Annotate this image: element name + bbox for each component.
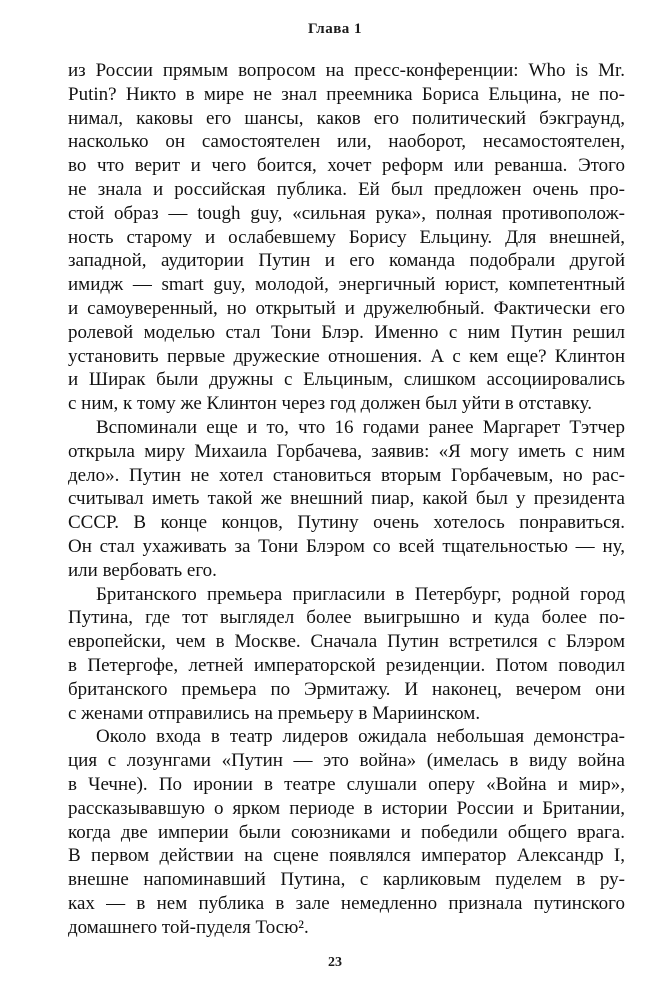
paragraph: [68, 725, 625, 939]
text-line: ках — в нем публика в зале немедленно признала путинского: [68, 892, 625, 914]
text-line: Putin? Никто в мире не знал преемника Бориса Ельцина, не по-: [68, 83, 625, 105]
text-line: Вспоминали еще и то, что 16 годами ранее Маргарет Тэтчер: [96, 416, 625, 438]
text-line: и самоуверенный, но открытый и дружелюбный. Фактически его: [68, 297, 625, 319]
text-line: установить первые дружеские отношения. А с кем еще? Клинтон: [68, 345, 625, 367]
text-line: и Ширак были дружны с Ельциным, слишком ассоциировались: [68, 369, 625, 391]
text-line: ция с лозунгами «Путин — это война» (имелась в виду война: [68, 750, 625, 772]
chapter-header: Глава 1: [307, 21, 363, 37]
page-number: 23: [328, 955, 342, 970]
text-line: Путина, где тот выглядел более выигрышно и куда более по-: [68, 607, 625, 629]
text-line: домашнего той-пуделя Тосю².: [68, 916, 309, 938]
text-line: внешне напоминавший Путина, с карликовым пуделем в ру-: [68, 869, 625, 891]
text-line: западной, аудитории Путин и его команда подобрали другой: [68, 250, 625, 272]
text-line: В первом действии на сцене появлялся император Александр I,: [68, 845, 625, 867]
text-line: с ним, к тому же Клинтон через год должен был уйти в отставку.: [68, 393, 592, 415]
text-line: когда две империи были союзниками и победили общего врага.: [68, 821, 625, 843]
text-line: ность старому и ослабевшему Борису Ельцину. Для внешней,: [68, 226, 625, 248]
text-block: [68, 59, 625, 939]
text-line: дело». Путин не хотел становиться вторым Горбачевым, но рас-: [68, 464, 625, 486]
text-line: насколько он самостоятелен или, наоборот, несамостоятелен,: [68, 131, 625, 153]
text-line: стой образ — tough guy, «сильная рука», полная противополож-: [68, 202, 625, 224]
text-line: из России прямым вопросом на пресс-конференции: Who is Mr.: [68, 60, 625, 81]
text-line: британского премьера по Эрмитажу. И наконец, вечером они: [68, 678, 625, 700]
text-line: с женами отправились на премьеру в Мариинском.: [68, 702, 481, 724]
paragraph: [68, 583, 625, 726]
text-line: европейски, чем в Москве. Сначала Путин встретился с Блэром: [68, 631, 625, 653]
text-line: в Чечне). По иронии в театре слушали оперу «Война и мир»,: [68, 773, 625, 795]
text-line: открыла миру Михаила Горбачева, заявив: «Я могу иметь с ним: [68, 440, 625, 462]
text-line: считывал иметь такой же внешний пиар, какой был у президента: [68, 488, 625, 510]
text-line: во что верит и чего боится, хочет реформ или реванша. Этого: [68, 155, 625, 177]
text-line: нимал, каковы его шансы, каков его политический бэкграунд,: [68, 107, 625, 129]
text-line: ролевой моделью стал Тони Блэр. Именно с ним Путин решил: [68, 321, 625, 343]
text-line: рассказывавшую о ярком периоде в истории России и Британии,: [68, 797, 625, 819]
text-line: Британского премьера пригласили в Петербург, родной город: [96, 583, 625, 605]
text-line: Около входа в театр лидеров ожидала небольшая демонстра-: [96, 726, 625, 748]
paragraph: [68, 416, 625, 583]
text-line: не знала и российская публика. Ей был предложен очень про-: [68, 178, 625, 200]
text-line: СССР. В конце концов, Путину очень хотелось понравиться.: [68, 512, 625, 534]
paragraph: [68, 59, 625, 416]
text-line: имидж — smart guy, молодой, энергичный юрист, компетентный: [68, 274, 625, 296]
text-line: или вербовать его.: [68, 559, 217, 581]
text-line: Он стал ухаживать за Тони Блэром со всей тщательностью — ну,: [68, 535, 625, 557]
text-line: в Петергофе, летней императорской резиденции. Потом поводил: [68, 654, 625, 676]
